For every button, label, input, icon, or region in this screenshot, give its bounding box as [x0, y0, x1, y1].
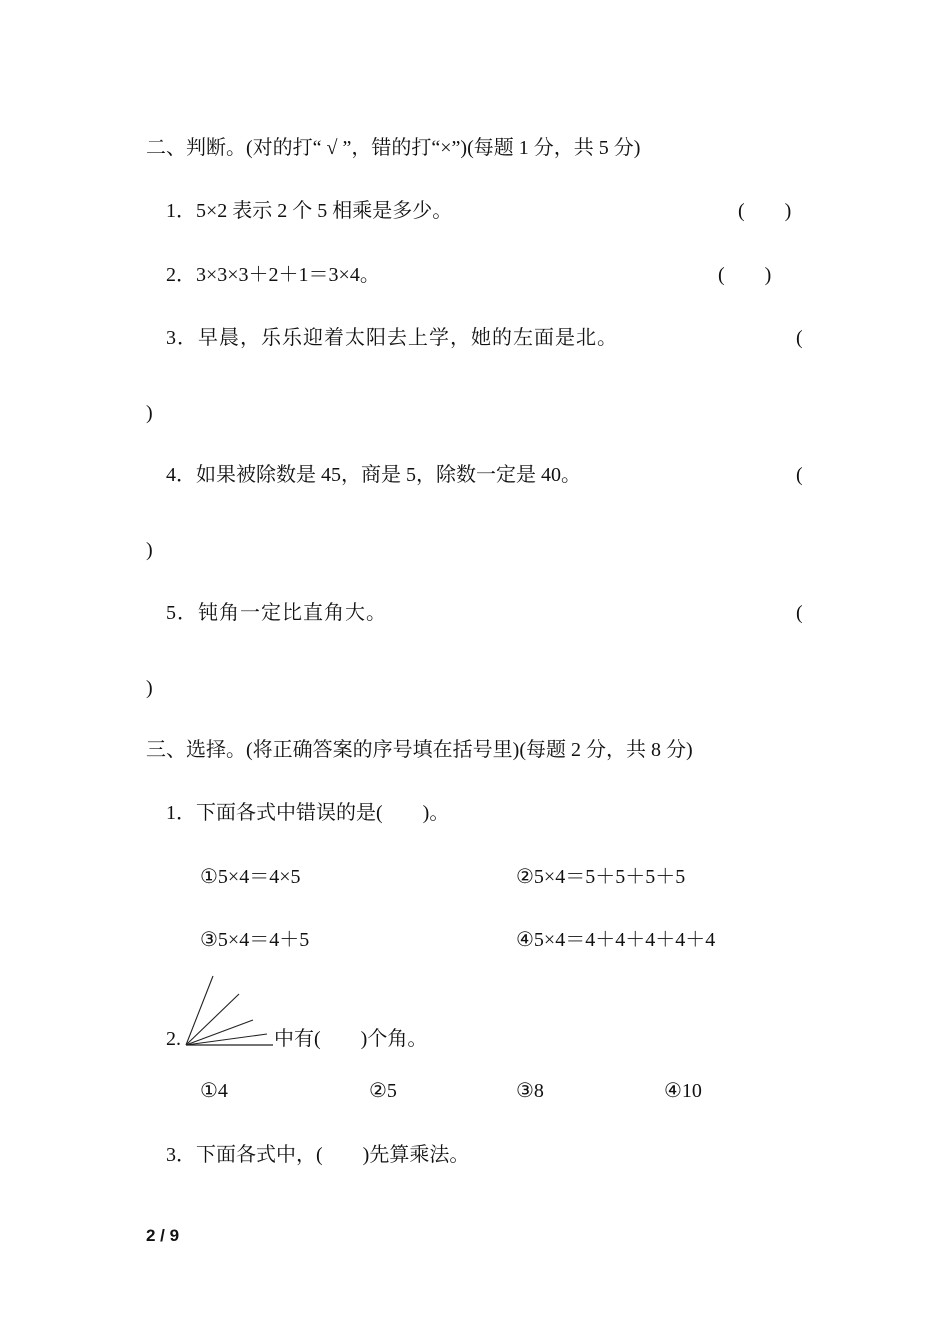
section-2-heading: 二、判断。(对的打“ √ ”，错的打“×”)(每题 1 分，共 5 分)	[146, 137, 641, 159]
answer-bracket-2[interactable]: ( )	[718, 264, 772, 286]
judge-question-4: 4．如果被除数是 45，商是 5，除数一定是 40。	[166, 464, 581, 486]
choice-2-option-2: ②5	[369, 1080, 397, 1102]
rays-angle-figure	[183, 972, 275, 1048]
ray-2	[186, 1034, 267, 1045]
answer-bracket-1[interactable]: ( )	[738, 200, 792, 222]
choice-2-option-4: ④10	[664, 1080, 702, 1102]
choice-2-option-3: ③8	[516, 1080, 544, 1102]
answer-bracket-5-close: )	[146, 677, 153, 699]
answer-bracket-3-close: )	[146, 402, 153, 424]
judge-question-1: 1．5×2 表示 2 个 5 相乘是多少。	[166, 200, 453, 222]
choice-question-3: 3．下面各式中，( )先算乘法。	[166, 1144, 470, 1166]
answer-bracket-3-open[interactable]: (	[796, 327, 803, 349]
choice-1-option-3: ③5×4＝4＋5	[200, 929, 310, 951]
judge-question-2: 2．3×3×3＋2＋1＝3×4。	[166, 264, 380, 286]
answer-bracket-4-open[interactable]: (	[796, 464, 803, 486]
judge-question-5: 5．钝角一定比直角大。	[166, 602, 387, 624]
choice-2-option-1: ①4	[200, 1080, 228, 1102]
choice-question-2-number: 2.	[166, 1028, 181, 1050]
choice-1-option-2: ②5×4＝5＋5＋5＋5	[516, 866, 686, 888]
section-3-heading: 三、选择。(将正确答案的序号填在括号里)(每题 2 分，共 8 分)	[146, 739, 693, 761]
answer-bracket-4-close: )	[146, 539, 153, 561]
page-number: 2 / 9	[146, 1226, 180, 1245]
choice-question-2: 中有( )个角。	[274, 1028, 428, 1050]
answer-bracket-5-open[interactable]: (	[796, 602, 803, 624]
ray-4	[186, 994, 239, 1045]
choice-1-option-1: ①5×4＝4×5	[200, 866, 301, 888]
choice-question-1: 1．下面各式中错误的是( )。	[166, 802, 450, 824]
ray-3	[186, 1020, 253, 1045]
ray-5	[186, 976, 213, 1045]
judge-question-3: 3．早晨，乐乐迎着太阳去上学，她的左面是北。	[166, 327, 618, 349]
choice-1-option-4: ④5×4＝4＋4＋4＋4＋4	[516, 929, 716, 951]
